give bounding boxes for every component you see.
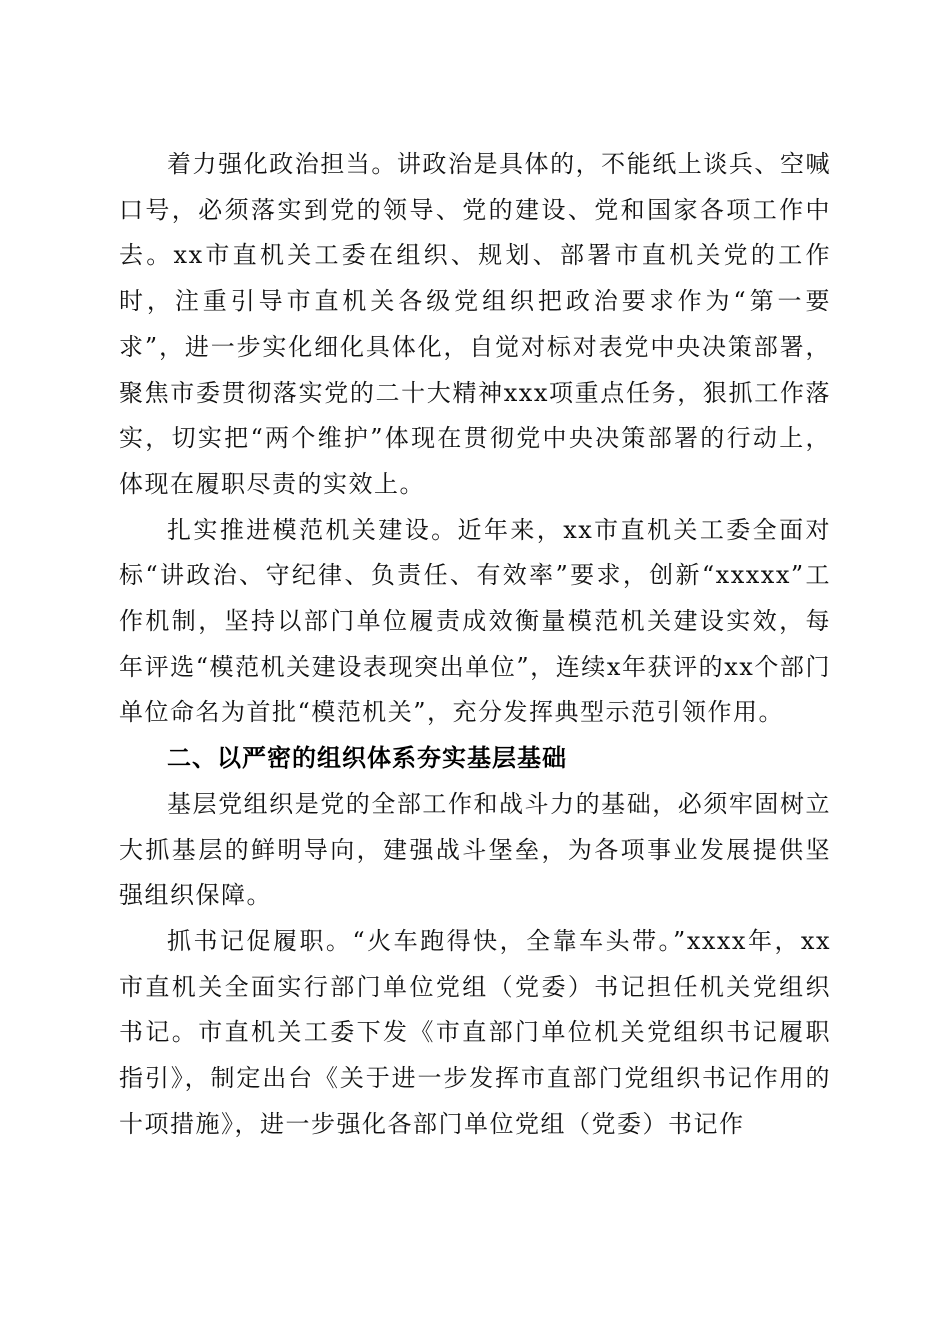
paragraph-political-responsibility: 着力强化政治担当。讲政治是具体的，不能纸上谈兵、空喊口号，必须落实到党的领导、党的建设、党和国家各项工作中去。xx市直机关工委在组织、规划、部署市直机关党的工作时，注重引导市直机关各级党组织把政治要求作为“第一要求”，进一步实化细化具体化，自觉对标对表党中央决策部署，聚焦市委贯彻落实党的二十大精神xxx项重点任务，狠抓工作落实，切实把“两个维护”体现在贯彻党中央决策部署的行动上，体现在履职尽责的实效上。 bbox=[119, 150, 831, 498]
paragraph-model-organs: 扎实推进模范机关建设。近年来，xx市直机关工委全面对标“讲政治、守纪律、负责任、有效率”要求，创新“xxxxx”工作机制，坚持以部门单位履责成效衡量模范机关建设实效，每年评选“模范机关建设表现突出单位”，连续x年获评的xx个部门单位命名为首批“模范机关”，充分发挥典型示范引领作用。 bbox=[119, 515, 831, 727]
document-page bbox=[119, 142, 831, 1147]
section-heading-2: 二、以严密的组织体系夯实基层基础 bbox=[167, 744, 567, 773]
paragraph-secretary-duties: 抓书记促履职。“火车跑得快，全靠车头带。”xxxx年，xx市直机关全面实行部门单位党组（党委）书记担任机关党组织书记。市直机关工委下发《市直部门单位机关党组织书记履职指引》，制定出台《关于进一步发挥市直部门党组织书记作用的十项措施》，进一步强化各部门单位党组（党委）书记作 bbox=[119, 926, 831, 1138]
paragraph-grassroots-foundation: 基层党组织是党的全部工作和战斗力的基础，必须牢固树立大抓基层的鲜明导向，建强战斗堡垒，为各项事业发展提供坚强组织保障。 bbox=[119, 789, 831, 910]
